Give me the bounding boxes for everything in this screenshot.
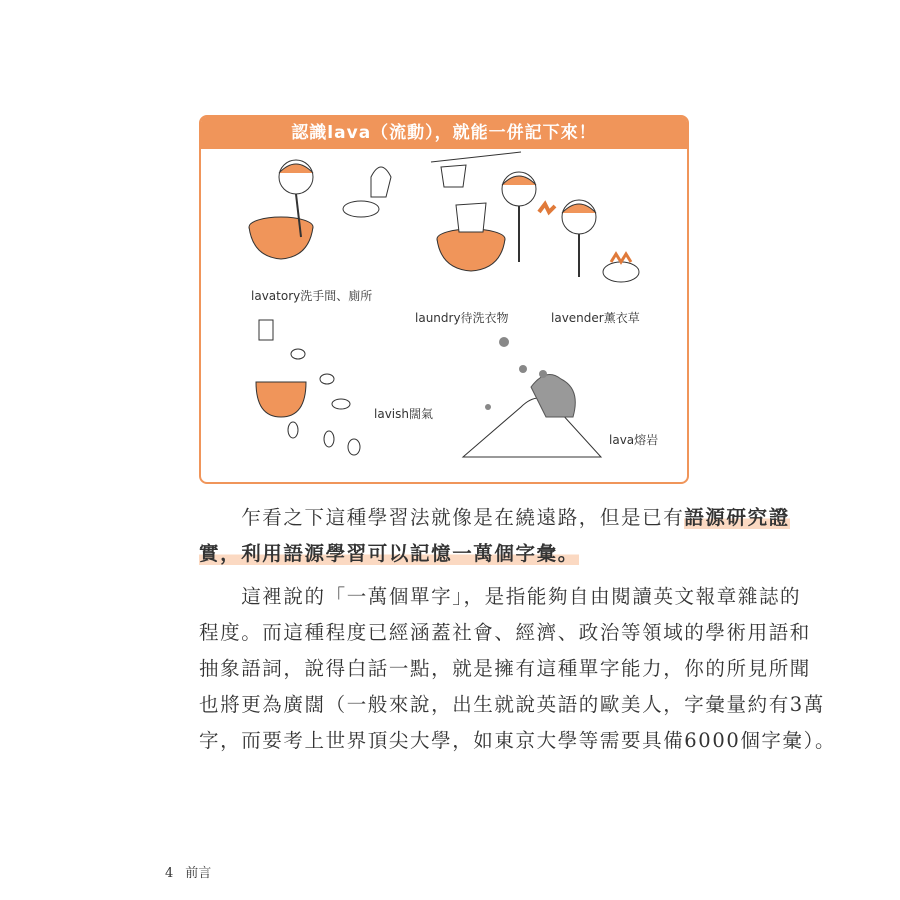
paragraph-2	[199, 579, 837, 759]
label-laundry: laundry待洗衣物	[415, 311, 509, 325]
paragraph-1	[199, 500, 790, 572]
text-line: 這裡說的「一萬個單字」，是指能夠自由閱讀英文報章雜誌的	[199, 585, 802, 608]
page-number: 4	[165, 866, 174, 881]
text-line: 也將更為廣闊（一般來說，出生就說英語的歐美人，字彙量約有3萬	[199, 693, 825, 716]
label-lavish: lavish闊氣	[374, 407, 433, 421]
label-lavatory: lavatory洗手間、廁所	[251, 289, 373, 303]
box-title: 認識lava（流動），就能一併記下來！	[201, 117, 687, 149]
purse-coins-illustration	[256, 320, 360, 455]
section-name: 前言	[185, 866, 212, 881]
text-line: 字，而要考上世界頂尖大學，如東京大學等需要具備6000個字彙）。	[199, 729, 837, 752]
lavender-illustration	[539, 200, 639, 282]
illustration-box	[199, 115, 689, 484]
text-line: 抽象語詞，說得白話一點，就是擁有這種單字能力，你的所見所聞	[199, 657, 811, 680]
page-footer	[165, 862, 223, 881]
highlighted-text: 語源研究證	[684, 506, 790, 529]
washbasin-illustration	[249, 160, 391, 259]
label-lavender: lavender薰衣草	[551, 311, 640, 325]
highlighted-text: 實，利用語源學習可以記憶一萬個字彙。	[199, 542, 579, 565]
text-line	[199, 536, 689, 572]
text-line: 程度。而這種程度已經涵蓋社會、經濟、政治等領域的學術用語和	[199, 621, 811, 644]
body-text: 乍看之下這種學習法就像是在繞遠路，但是已有	[199, 506, 685, 529]
volcano-illustration	[463, 337, 601, 457]
text-line	[199, 500, 790, 536]
label-lava: lava熔岩	[609, 433, 659, 447]
laundry-illustration	[431, 152, 536, 271]
